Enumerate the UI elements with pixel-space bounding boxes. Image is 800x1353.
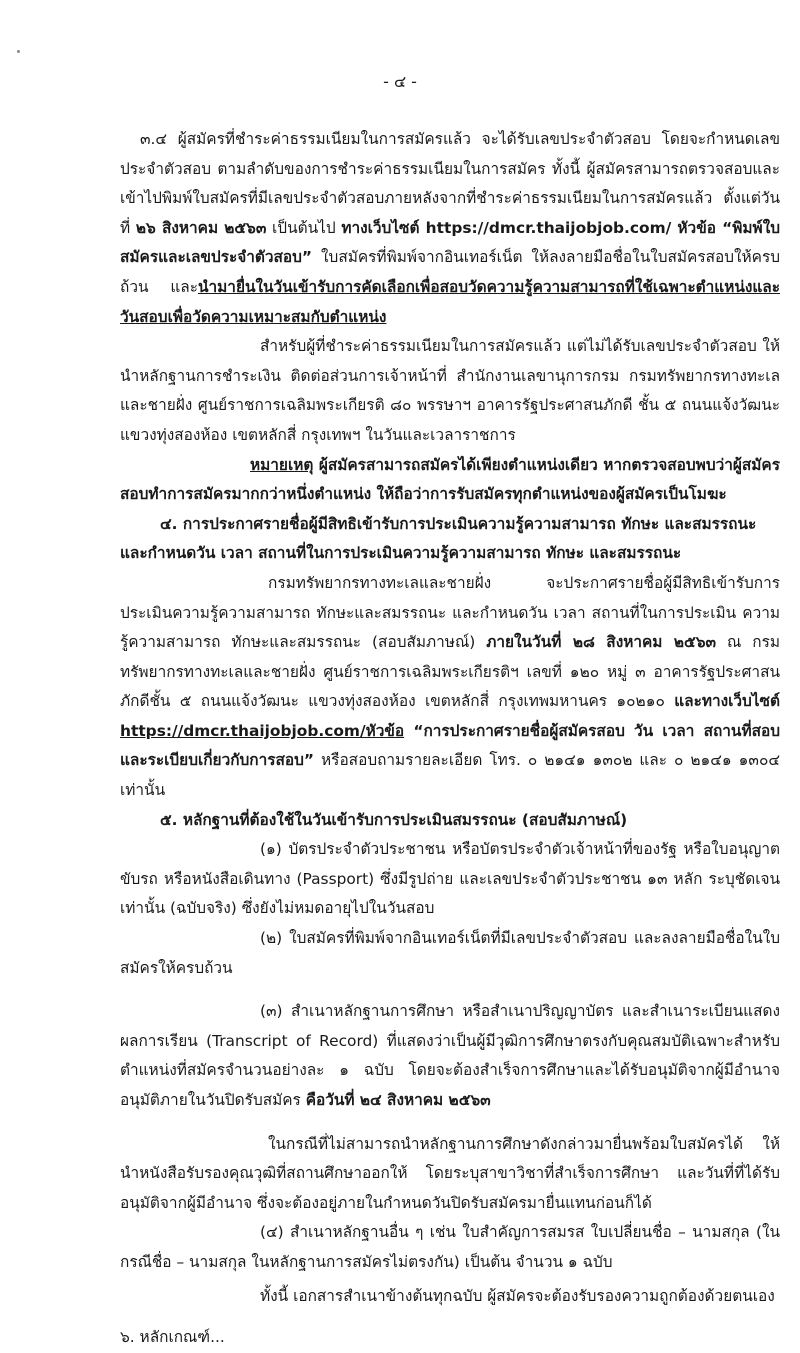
text: กรมทรัพยากรทางทะเลและชายฝั่ง จะประกาศรายชื่อผู้มีสิทธิเข้ารับการประเมินความรู้ความสามารถ ทักษะและสมรรถนะ และกำหนดวัน เวลา สถานที่ในการประเมิน ความรู้ความสามารถ ทักษะและสมรรถนะ (สอบสัมภาษณ์)	[120, 573, 780, 652]
continued-marker: ๖. หลักเกณฑ์...	[120, 1328, 225, 1347]
note-label: หมายเหตุ	[250, 455, 314, 474]
deadline-text: คือวันที่ ๒๔ สิงหาคม ๒๕๖๓	[305, 1091, 491, 1109]
website-text: ทางเว็บไซต์ https://dmcr.thaijobjob.com/ หัวข้อ “พิมพ์ใบสมัครและเลขประจำตัวสอบ”	[120, 218, 780, 267]
text: หรือสอบถามรายละเอียด โทร. ๐ ๒๑๔๑ ๑๓๐๒ และ ๐ ๒๑๔๑ ๑๓๐๔ เท่านั้น	[120, 751, 780, 800]
date-text: ภายในวันที่ ๒๘ สิงหาคม ๒๕๖๓	[486, 633, 716, 652]
section-4-heading: ๔. การประกาศรายชื่อผู้มีสิทธิเข้ารับการประเมินความรู้ความสามารถ ทักษะ และสมรรถนะ และกำหนดวัน เวลา สถานที่ในการประเมินความรู้ความสามารถ ทักษะ และสมรรถนะ	[120, 514, 757, 563]
underlined-instruction: นำมายื่นในวันเข้ารับการคัดเลือกเพื่อสอบวัดความรู้ความสามารถที่ใช้เฉพาะตำแหน่งและวันสอบเพื่อวัดความเหมาะสมกับตำแหน่ง	[120, 277, 780, 326]
paragraph-3-4	[120, 125, 780, 332]
text: ๓.๔ ผู้สมัครที่ชำระค่าธรรมเนียมในการสมัครแล้ว จะได้รับเลขประจำตัวสอบ โดยจะกำหนดเลขประจำตัวสอบ ตามลำดับของการชำระค่าธรรมเนียมในการสมัคร ทั้งนี้ ผู้สมัครสามารถตรวจสอบและเข้าไปพิมพ์ใบสมัครที่มีเลขประจำตัวสอบภายหลังจากที่ชำระค่าธรรมเนียมในการสมัครแล้ว ตั้งแต่วันที่	[120, 130, 780, 237]
note-paragraph	[120, 451, 780, 510]
date-text: ๒๖ สิงหาคม ๒๕๖๓	[135, 218, 267, 237]
website-link[interactable]: https://dmcr.thaijobjob.com/หัวข้อ	[120, 721, 405, 740]
item-2: (๒) ใบสมัครที่พิมพ์จากอินเทอร์เน็ตที่มีเลขประจำตัวสอบ และลงลายมือชื่อในใบสมัครให้ครบถ้วน	[120, 929, 780, 977]
item-1: (๑) บัตรประจำตัวประชาชน หรือบัตรประจำตัวเจ้าหน้าที่ของรัฐ หรือใบอนุญาตขับรถ หรือหนังสือเดินทาง (Passport) ซึ่งมีรูปถ่าย และเลขประจำตัวประชาชน ๑๓ หลัก ระบุชัดเจนเท่านั้น (ฉบับจริง) ซึ่งยังไม่หมดอายุไปในวันสอบ	[120, 840, 781, 918]
text: และทางเว็บไซต์	[674, 692, 780, 711]
text: (๓) สำเนาหลักฐานการศึกษา หรือสำเนาปริญญาบัตร และสำเนาระเบียนแสดงผลการเรียน (Transcript of Record) ที่แสดงว่าเป็นผู้มีวุฒิการศึกษาตรงกับคุณสมบัติเฉพาะสำหรับตำแหน่งที่สมัครจำนวนอย่างละ ๑ ฉบับ โดยจะต้องสำเร็จการศึกษาและได้รับอนุมัติจากผู้มีอำนาจอนุมัติภายในวันปิดรับสมัคร	[120, 1002, 780, 1109]
item-3	[120, 997, 780, 1115]
text: ณ กรมทรัพยากรทางทะเลและชายฝั่ง ศูนย์ราชการเฉลิมพระเกียรติฯ เลขที่ ๑๒๐ หมู่ ๓ อาคารรัฐประศาสนภักดีชั้น ๕ ถนนแจ้งวัฒนะ แขวงทุ่งสองห้อง เขตหลักสี่ กรุงเทพมหานคร ๑๐๒๑๐	[120, 633, 780, 711]
text: “การประกาศรายชื่อผู้สมัครสอบ วัน เวลา สถานที่สอบและระเบียบเกี่ยวกับการสอบ”	[120, 721, 780, 770]
page-number: - ๔ -	[383, 72, 417, 91]
paragraph-4	[120, 569, 780, 806]
document-body	[120, 125, 780, 1353]
section-5-heading: ๕. หลักฐานที่ต้องใช้ในวันเข้ารับการประเมินสมรรถนะ (สอบสัมภาษณ์)	[160, 810, 628, 829]
scan-speck	[17, 50, 20, 53]
item-4: (๔) สำเนาหลักฐานอื่น ๆ เช่น ใบสำคัญการสมรส ใบเปลี่ยนชื่อ – นามสกุล (ในกรณีชื่อ – นามสกุล ในหลักฐานการสมัครไม่ตรงกัน) เป็นต้น จำนวน ๑ ฉบับ	[120, 1223, 780, 1271]
item-3-note: ในกรณีที่ไม่สามารถนำหลักฐานการศึกษาดังกล่าวมายื่นพร้อมใบสมัครได้ ให้นำหนังสือรับรองคุณวุฒิที่สถานศึกษาออกให้ โดยระบุสาขาวิชาที่สำเร็จการศึกษา และวันที่ที่ได้รับอนุมัติจากผู้มีอำนาจ ซึ่งจะต้องอยู่ภายในกำหนดวันปิดรับสมัครมายื่นแทนก่อนก็ได้	[120, 1134, 780, 1212]
text: ใบสมัครที่พิมพ์จากอินเทอร์เน็ต ให้ลงลายมือชื่อในใบสมัครสอบให้ครบถ้วน และ	[120, 248, 780, 296]
text: เป็นต้นไป	[266, 218, 342, 237]
note-text: ผู้สมัครสามารถสมัครได้เพียงตำแหน่งเดียว หากตรวจสอบพบว่าผู้สมัครสอบทำการสมัครมากกว่าหนึ่งตำแหน่ง ให้ถือว่าการรับสมัครทุกตำแหน่งของผู้สมัครเป็นโมฆะ	[120, 455, 780, 504]
paragraph-3-4-unpaid: สำหรับผู้ที่ชำระค่าธรรมเนียมในการสมัครแล้ว แต่ไม่ได้รับเลขประจำตัวสอบ ให้นำหลักฐานการชำระเงิน ติดต่อส่วนการเจ้าหน้าที่ สำนักงานเลขานุการกรม กรมทรัพยากรทางทะเลและชายฝั่ง ศูนย์ราชการเฉลิมพระเกียรติ ๘๐ พรรษาฯ อาคารรัฐประศาสนภักดี ชั้น ๕ ถนนแจ้งวัฒนะ แขวงทุ่งสองห้อง เขตหลักสี่ กรุงเทพฯ ในวันและเวลาราชการ	[120, 337, 780, 444]
closing-paragraph: ทั้งนี้ เอกสารสำเนาข้างต้นทุกฉบับ ผู้สมัครจะต้องรับรองความถูกต้องด้วยตนเอง	[260, 1286, 775, 1305]
